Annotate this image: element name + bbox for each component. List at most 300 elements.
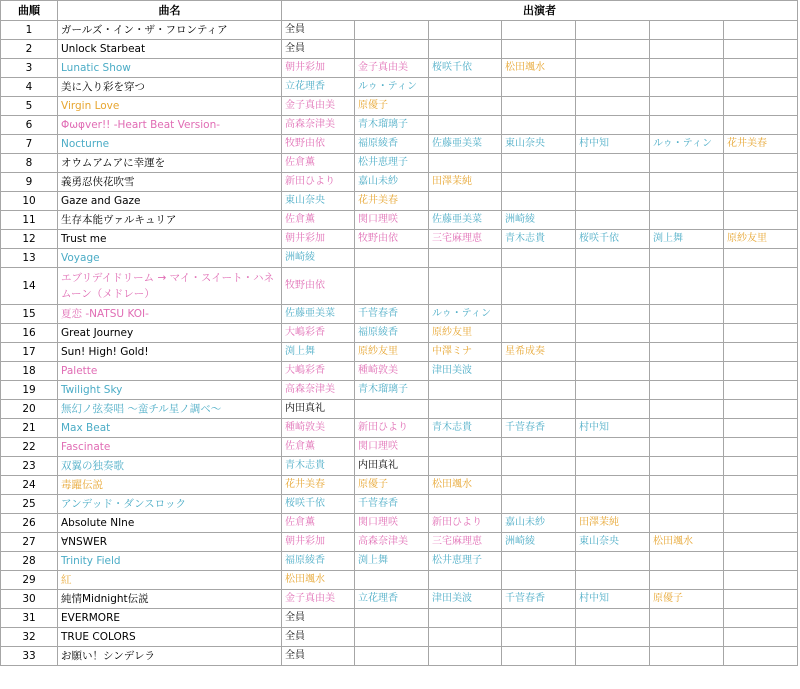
performer-cell[interactable]: 花井美春 <box>355 192 429 211</box>
song-cell[interactable]: 生存本能ヴァルキュリア <box>58 211 282 230</box>
performer-cell[interactable] <box>502 268 576 305</box>
performer-cell[interactable] <box>724 59 798 78</box>
performer-cell[interactable] <box>576 78 650 97</box>
performer-cell[interactable] <box>650 40 724 59</box>
performer-cell[interactable] <box>355 647 429 666</box>
performer-cell[interactable]: 東山奈央 <box>282 192 355 211</box>
song-cell[interactable]: Φωφver!! -Heart Beat Version- <box>58 116 282 135</box>
performer-cell[interactable]: 全員 <box>282 628 355 647</box>
performer-cell[interactable]: 千菅春香 <box>502 590 576 609</box>
performer-cell[interactable]: 牧野由依 <box>282 268 355 305</box>
performer-cell[interactable] <box>576 457 650 476</box>
performer-cell[interactable]: 佐藤亜美菜 <box>429 135 502 154</box>
performer-cell[interactable] <box>724 78 798 97</box>
performer-cell[interactable] <box>650 173 724 192</box>
performer-cell[interactable] <box>429 78 502 97</box>
performer-cell[interactable] <box>502 97 576 116</box>
performer-cell[interactable]: 花井美春 <box>724 135 798 154</box>
order-cell[interactable]: 19 <box>1 381 58 400</box>
performer-cell[interactable]: 立花理香 <box>282 78 355 97</box>
performer-cell[interactable] <box>502 173 576 192</box>
order-cell[interactable]: 24 <box>1 476 58 495</box>
performer-cell[interactable] <box>355 609 429 628</box>
performer-cell[interactable] <box>576 268 650 305</box>
performer-cell[interactable] <box>576 552 650 571</box>
performer-cell[interactable] <box>576 381 650 400</box>
performer-cell[interactable]: 金子真由美 <box>355 59 429 78</box>
performer-cell[interactable] <box>576 362 650 381</box>
performer-cell[interactable]: 青木志貴 <box>502 230 576 249</box>
performer-cell[interactable]: 渕上舞 <box>650 230 724 249</box>
order-cell[interactable]: 28 <box>1 552 58 571</box>
performer-cell[interactable]: 全員 <box>282 40 355 59</box>
performer-cell[interactable] <box>576 438 650 457</box>
order-cell[interactable]: 8 <box>1 154 58 173</box>
performer-cell[interactable] <box>502 305 576 324</box>
song-cell[interactable]: Gaze and Gaze <box>58 192 282 211</box>
performer-cell[interactable] <box>724 268 798 305</box>
performer-cell[interactable]: 原優子 <box>355 97 429 116</box>
performer-cell[interactable] <box>650 647 724 666</box>
performer-cell[interactable]: 渕上舞 <box>282 343 355 362</box>
order-cell[interactable]: 10 <box>1 192 58 211</box>
performer-cell[interactable]: 全員 <box>282 609 355 628</box>
performer-cell[interactable] <box>502 40 576 59</box>
performer-cell[interactable]: 千菅春香 <box>355 495 429 514</box>
performer-cell[interactable] <box>576 324 650 343</box>
performer-cell[interactable] <box>724 192 798 211</box>
performer-cell[interactable]: 松田颯水 <box>282 571 355 590</box>
performer-cell[interactable] <box>502 628 576 647</box>
song-cell[interactable]: 夏恋 -NATSU KOI- <box>58 305 282 324</box>
performer-cell[interactable] <box>650 381 724 400</box>
song-cell[interactable]: Virgin Love <box>58 97 282 116</box>
performer-cell[interactable] <box>429 457 502 476</box>
performer-cell[interactable] <box>502 249 576 268</box>
performer-cell[interactable]: 原紗友里 <box>355 343 429 362</box>
performer-cell[interactable] <box>576 173 650 192</box>
performer-cell[interactable] <box>650 97 724 116</box>
performer-cell[interactable]: 松田颯水 <box>502 59 576 78</box>
performer-cell[interactable] <box>355 21 429 40</box>
performer-cell[interactable]: ルゥ・ティン <box>355 78 429 97</box>
performer-cell[interactable] <box>650 514 724 533</box>
performer-cell[interactable] <box>724 590 798 609</box>
performer-cell[interactable] <box>576 495 650 514</box>
song-cell[interactable]: 双翼の独奏歌 <box>58 457 282 476</box>
performer-cell[interactable] <box>724 552 798 571</box>
song-cell[interactable]: Max Beat <box>58 419 282 438</box>
performer-cell[interactable]: 三宅麻理恵 <box>429 533 502 552</box>
order-cell[interactable]: 23 <box>1 457 58 476</box>
performer-cell[interactable] <box>502 78 576 97</box>
performer-cell[interactable]: 青木瑠璃子 <box>355 381 429 400</box>
performer-cell[interactable] <box>576 192 650 211</box>
performer-cell[interactable] <box>724 40 798 59</box>
performer-cell[interactable]: 新田ひより <box>355 419 429 438</box>
performer-cell[interactable]: 松田颯水 <box>429 476 502 495</box>
performer-cell[interactable] <box>576 21 650 40</box>
performer-cell[interactable]: 花井美春 <box>282 476 355 495</box>
order-cell[interactable]: 31 <box>1 609 58 628</box>
performer-cell[interactable] <box>429 192 502 211</box>
performer-cell[interactable] <box>650 116 724 135</box>
performer-cell[interactable]: 三宅麻理恵 <box>429 230 502 249</box>
performer-cell[interactable]: 津田美波 <box>429 590 502 609</box>
performer-cell[interactable]: 村中知 <box>576 590 650 609</box>
performer-cell[interactable] <box>576 628 650 647</box>
order-cell[interactable]: 21 <box>1 419 58 438</box>
order-cell[interactable]: 30 <box>1 590 58 609</box>
performer-cell[interactable] <box>502 324 576 343</box>
performer-cell[interactable] <box>724 514 798 533</box>
performer-cell[interactable] <box>429 249 502 268</box>
performer-cell[interactable]: 青木志貴 <box>282 457 355 476</box>
order-cell[interactable]: 1 <box>1 21 58 40</box>
performer-cell[interactable] <box>650 552 724 571</box>
performer-cell[interactable]: 高森奈津美 <box>355 533 429 552</box>
performer-cell[interactable] <box>724 438 798 457</box>
song-cell[interactable]: アンデッド・ダンスロック <box>58 495 282 514</box>
header-order[interactable]: 曲順 <box>1 1 58 21</box>
song-cell[interactable]: Fascinate <box>58 438 282 457</box>
performer-cell[interactable]: 大嶋彩香 <box>282 362 355 381</box>
performer-cell[interactable] <box>724 211 798 230</box>
song-cell[interactable]: Nocturne <box>58 135 282 154</box>
song-cell[interactable]: Palette <box>58 362 282 381</box>
order-cell[interactable]: 27 <box>1 533 58 552</box>
song-cell[interactable]: 義勇忍侠花吹雪 <box>58 173 282 192</box>
performer-cell[interactable]: 朝井彩加 <box>282 59 355 78</box>
performer-cell[interactable]: 松井恵理子 <box>355 154 429 173</box>
performer-cell[interactable] <box>429 97 502 116</box>
performer-cell[interactable]: 朝井彩加 <box>282 230 355 249</box>
order-cell[interactable]: 16 <box>1 324 58 343</box>
performer-cell[interactable] <box>724 324 798 343</box>
performer-cell[interactable] <box>576 305 650 324</box>
performer-cell[interactable] <box>355 40 429 59</box>
performer-cell[interactable]: 内田真礼 <box>355 457 429 476</box>
performer-cell[interactable] <box>429 268 502 305</box>
performer-cell[interactable]: ルゥ・ティン <box>429 305 502 324</box>
performer-cell[interactable]: 千菅春香 <box>502 419 576 438</box>
performer-cell[interactable] <box>502 647 576 666</box>
performer-cell[interactable]: 佐倉薫 <box>282 438 355 457</box>
performer-cell[interactable] <box>650 609 724 628</box>
performer-cell[interactable] <box>502 381 576 400</box>
performer-cell[interactable] <box>576 97 650 116</box>
performer-cell[interactable] <box>576 40 650 59</box>
song-cell[interactable]: ∀NSWER <box>58 533 282 552</box>
performer-cell[interactable] <box>650 324 724 343</box>
performer-cell[interactable]: 全員 <box>282 21 355 40</box>
performer-cell[interactable] <box>576 571 650 590</box>
song-cell[interactable]: Absolute NIne <box>58 514 282 533</box>
performer-cell[interactable] <box>650 268 724 305</box>
performer-cell[interactable] <box>724 647 798 666</box>
performer-cell[interactable] <box>724 21 798 40</box>
performer-cell[interactable] <box>429 154 502 173</box>
performer-cell[interactable] <box>429 40 502 59</box>
performer-cell[interactable]: 青木瑠璃子 <box>355 116 429 135</box>
song-cell[interactable]: Voyage <box>58 249 282 268</box>
song-cell[interactable]: Sun! High! Gold! <box>58 343 282 362</box>
performer-cell[interactable] <box>576 59 650 78</box>
performer-cell[interactable]: 金子真由美 <box>282 590 355 609</box>
performer-cell[interactable] <box>576 116 650 135</box>
performer-cell[interactable] <box>429 438 502 457</box>
performer-cell[interactable] <box>502 192 576 211</box>
performer-cell[interactable] <box>576 609 650 628</box>
performer-cell[interactable]: 洲崎綾 <box>282 249 355 268</box>
song-cell[interactable]: Trust me <box>58 230 282 249</box>
performer-cell[interactable] <box>650 419 724 438</box>
performer-cell[interactable]: 原優子 <box>355 476 429 495</box>
performer-cell[interactable] <box>724 495 798 514</box>
performer-cell[interactable] <box>576 476 650 495</box>
performer-cell[interactable] <box>724 362 798 381</box>
order-cell[interactable]: 4 <box>1 78 58 97</box>
performer-cell[interactable]: 新田ひより <box>429 514 502 533</box>
performer-cell[interactable] <box>502 362 576 381</box>
performer-cell[interactable]: 村中知 <box>576 135 650 154</box>
performer-cell[interactable]: 田澤茉純 <box>429 173 502 192</box>
performer-cell[interactable] <box>650 21 724 40</box>
order-cell[interactable]: 7 <box>1 135 58 154</box>
performer-cell[interactable] <box>724 116 798 135</box>
performer-cell[interactable]: 渕上舞 <box>355 552 429 571</box>
order-cell[interactable]: 15 <box>1 305 58 324</box>
performer-cell[interactable] <box>355 400 429 419</box>
order-cell[interactable]: 5 <box>1 97 58 116</box>
order-cell[interactable]: 13 <box>1 249 58 268</box>
performer-cell[interactable] <box>650 495 724 514</box>
order-cell[interactable]: 32 <box>1 628 58 647</box>
order-cell[interactable]: 11 <box>1 211 58 230</box>
song-cell[interactable]: 純情Midnight伝説 <box>58 590 282 609</box>
performer-cell[interactable] <box>502 552 576 571</box>
performer-cell[interactable]: 桜咲千依 <box>576 230 650 249</box>
performer-cell[interactable]: 洲崎綾 <box>502 211 576 230</box>
performer-cell[interactable] <box>355 628 429 647</box>
performer-cell[interactable]: 原紗友里 <box>429 324 502 343</box>
performer-cell[interactable]: 松井恵理子 <box>429 552 502 571</box>
performer-cell[interactable]: 内田真礼 <box>282 400 355 419</box>
performer-cell[interactable] <box>724 305 798 324</box>
performer-cell[interactable]: 洲崎綾 <box>502 533 576 552</box>
song-cell[interactable]: オウムアムアに幸運を <box>58 154 282 173</box>
performer-cell[interactable] <box>724 343 798 362</box>
performer-cell[interactable] <box>650 78 724 97</box>
song-cell[interactable]: TRUE COLORS <box>58 628 282 647</box>
performer-cell[interactable]: 全員 <box>282 647 355 666</box>
performer-cell[interactable]: 東山奈央 <box>576 533 650 552</box>
performer-cell[interactable]: 中澤ミナ <box>429 343 502 362</box>
performer-cell[interactable] <box>429 381 502 400</box>
performer-cell[interactable] <box>724 419 798 438</box>
order-cell[interactable]: 18 <box>1 362 58 381</box>
performer-cell[interactable] <box>576 211 650 230</box>
performer-cell[interactable]: 立花理香 <box>355 590 429 609</box>
performer-cell[interactable]: 原優子 <box>650 590 724 609</box>
performer-cell[interactable] <box>724 173 798 192</box>
performer-cell[interactable] <box>429 21 502 40</box>
performer-cell[interactable] <box>650 305 724 324</box>
performer-cell[interactable] <box>429 628 502 647</box>
song-cell[interactable]: Great Journey <box>58 324 282 343</box>
performer-cell[interactable]: 種崎敦美 <box>282 419 355 438</box>
performer-cell[interactable] <box>355 268 429 305</box>
order-cell[interactable]: 12 <box>1 230 58 249</box>
performer-cell[interactable]: 佐藤亜美菜 <box>429 211 502 230</box>
performer-cell[interactable]: 佐倉薫 <box>282 211 355 230</box>
performer-cell[interactable] <box>576 400 650 419</box>
performer-cell[interactable] <box>650 362 724 381</box>
performer-cell[interactable] <box>576 154 650 173</box>
song-cell[interactable]: ガールズ・イン・ザ・フロンティア <box>58 21 282 40</box>
performer-cell[interactable] <box>355 249 429 268</box>
order-cell[interactable]: 29 <box>1 571 58 590</box>
performer-cell[interactable] <box>650 211 724 230</box>
performer-cell[interactable] <box>650 59 724 78</box>
song-cell[interactable]: エブリデイドリーム → マイ・スイート・ハネムーン（メドレー） <box>58 268 282 305</box>
header-performers[interactable]: 出演者 <box>282 1 798 21</box>
performer-cell[interactable] <box>650 476 724 495</box>
song-cell[interactable]: EVERMORE <box>58 609 282 628</box>
performer-cell[interactable]: 村中知 <box>576 419 650 438</box>
performer-cell[interactable] <box>724 609 798 628</box>
song-cell[interactable]: 美に入り彩を穿つ <box>58 78 282 97</box>
performer-cell[interactable] <box>429 571 502 590</box>
header-song[interactable]: 曲名 <box>58 1 282 21</box>
performer-cell[interactable] <box>429 609 502 628</box>
order-cell[interactable]: 17 <box>1 343 58 362</box>
order-cell[interactable]: 25 <box>1 495 58 514</box>
performer-cell[interactable]: 千菅春香 <box>355 305 429 324</box>
order-cell[interactable]: 22 <box>1 438 58 457</box>
performer-cell[interactable]: 関口理咲 <box>355 438 429 457</box>
performer-cell[interactable] <box>724 154 798 173</box>
performer-cell[interactable] <box>429 495 502 514</box>
performer-cell[interactable] <box>724 457 798 476</box>
song-cell[interactable]: お願い！シンデレラ <box>58 647 282 666</box>
performer-cell[interactable] <box>650 192 724 211</box>
performer-cell[interactable] <box>429 647 502 666</box>
performer-cell[interactable] <box>650 343 724 362</box>
performer-cell[interactable]: 桜咲千依 <box>429 59 502 78</box>
performer-cell[interactable]: 佐倉薫 <box>282 154 355 173</box>
order-cell[interactable]: 9 <box>1 173 58 192</box>
performer-cell[interactable]: 朝井彩加 <box>282 533 355 552</box>
performer-cell[interactable]: 福原綾香 <box>282 552 355 571</box>
order-cell[interactable]: 14 <box>1 268 58 305</box>
performer-cell[interactable]: 青木志貴 <box>429 419 502 438</box>
performer-cell[interactable]: 高森奈津美 <box>282 381 355 400</box>
performer-cell[interactable] <box>724 571 798 590</box>
performer-cell[interactable] <box>724 628 798 647</box>
performer-cell[interactable] <box>724 533 798 552</box>
performer-cell[interactable] <box>502 495 576 514</box>
song-cell[interactable]: 毒躍伝説 <box>58 476 282 495</box>
performer-cell[interactable] <box>724 97 798 116</box>
performer-cell[interactable] <box>502 400 576 419</box>
performer-cell[interactable]: 牧野由依 <box>282 135 355 154</box>
performer-cell[interactable]: 金子真由美 <box>282 97 355 116</box>
performer-cell[interactable] <box>724 476 798 495</box>
performer-cell[interactable]: 津田美波 <box>429 362 502 381</box>
performer-cell[interactable] <box>429 400 502 419</box>
performer-cell[interactable]: ルゥ・ティン <box>650 135 724 154</box>
song-cell[interactable]: 紅 <box>58 571 282 590</box>
performer-cell[interactable] <box>502 571 576 590</box>
performer-cell[interactable] <box>724 249 798 268</box>
performer-cell[interactable]: 高森奈津美 <box>282 116 355 135</box>
performer-cell[interactable]: 嘉山未紗 <box>355 173 429 192</box>
performer-cell[interactable] <box>429 116 502 135</box>
performer-cell[interactable]: 佐藤亜美菜 <box>282 305 355 324</box>
performer-cell[interactable]: 田澤茉純 <box>576 514 650 533</box>
song-cell[interactable]: 無幻ノ弦奏唱 ～蛮チル星ノ調ベ～ <box>58 400 282 419</box>
performer-cell[interactable]: 星希成奏 <box>502 343 576 362</box>
performer-cell[interactable] <box>650 400 724 419</box>
order-cell[interactable]: 3 <box>1 59 58 78</box>
performer-cell[interactable] <box>576 343 650 362</box>
performer-cell[interactable] <box>650 457 724 476</box>
performer-cell[interactable]: 関口理咲 <box>355 211 429 230</box>
performer-cell[interactable]: 桜咲千依 <box>282 495 355 514</box>
performer-cell[interactable] <box>724 400 798 419</box>
performer-cell[interactable] <box>724 381 798 400</box>
performer-cell[interactable]: 松田颯水 <box>650 533 724 552</box>
song-cell[interactable]: Trinity Field <box>58 552 282 571</box>
performer-cell[interactable]: 原紗友里 <box>724 230 798 249</box>
performer-cell[interactable] <box>355 571 429 590</box>
performer-cell[interactable] <box>502 154 576 173</box>
performer-cell[interactable]: 関口理咲 <box>355 514 429 533</box>
song-cell[interactable]: Lunatic Show <box>58 59 282 78</box>
performer-cell[interactable]: 東山奈央 <box>502 135 576 154</box>
order-cell[interactable]: 26 <box>1 514 58 533</box>
performer-cell[interactable]: 福原綾香 <box>355 135 429 154</box>
performer-cell[interactable] <box>502 457 576 476</box>
performer-cell[interactable] <box>650 154 724 173</box>
performer-cell[interactable] <box>502 116 576 135</box>
performer-cell[interactable]: 種崎敦美 <box>355 362 429 381</box>
performer-cell[interactable] <box>502 438 576 457</box>
performer-cell[interactable] <box>502 609 576 628</box>
performer-cell[interactable] <box>650 571 724 590</box>
order-cell[interactable]: 6 <box>1 116 58 135</box>
song-cell[interactable]: Twilight Sky <box>58 381 282 400</box>
performer-cell[interactable] <box>576 647 650 666</box>
performer-cell[interactable]: 牧野由依 <box>355 230 429 249</box>
performer-cell[interactable] <box>502 21 576 40</box>
performer-cell[interactable] <box>650 438 724 457</box>
performer-cell[interactable] <box>650 628 724 647</box>
performer-cell[interactable]: 新田ひより <box>282 173 355 192</box>
performer-cell[interactable]: 大嶋彩香 <box>282 324 355 343</box>
performer-cell[interactable] <box>502 476 576 495</box>
order-cell[interactable]: 33 <box>1 647 58 666</box>
performer-cell[interactable]: 佐倉薫 <box>282 514 355 533</box>
performer-cell[interactable] <box>650 249 724 268</box>
performer-cell[interactable]: 福原綾香 <box>355 324 429 343</box>
song-cell[interactable]: Unlock Starbeat <box>58 40 282 59</box>
order-cell[interactable]: 20 <box>1 400 58 419</box>
performer-cell[interactable] <box>576 249 650 268</box>
order-cell[interactable]: 2 <box>1 40 58 59</box>
performer-cell[interactable]: 嘉山未紗 <box>502 514 576 533</box>
